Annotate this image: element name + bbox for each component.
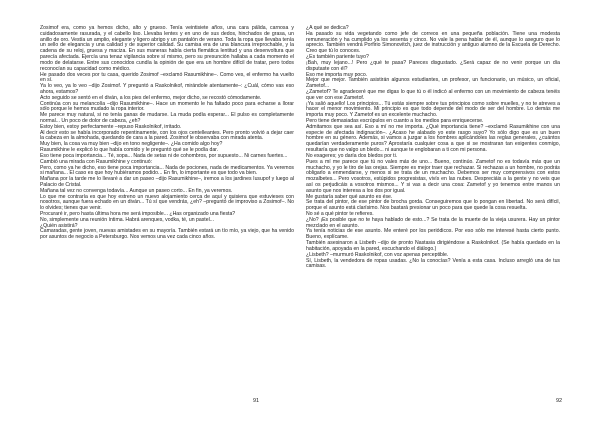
paragraph: Zosimof era, como ya hemos dicho, alto y grueso. Tenía veintisiete años, una cara pálida, carnosa y cuidadosamente rasurada, y el cabello liso. Llevaba lentes y en uno de sus dedos, hinchados de grasa, un anillo de oro. Vestía un amplio, elegante y ligero abrigo y un pantalón de verano. Toda la ropa que llevaba tenía un sello de elegancia y una calidad y de superior calidad. Su camisa era de una blancura irreprochable, y la cadena de su reloj, gruesa y maciza. En sus maneras había cierta flemática lentitud y una desenvoltura que parecía afectada. Ejercía una tenaz vigilancia sobre sí mismo, pero su presunción hallaba a cada momento el modo de delatarse. Entre sus conocidos cundía la opinión de que era un hombre difícil de tratar, pero todos reconocían su capacidad como médico.: [40, 25, 294, 72]
paragraph: No exageres; yo daría dos bledos por ti.: [306, 152, 398, 159]
paragraph: Me parece muy natural, si no tenía ganas de mudarse. La muda podía esperar... El pulso es completamente normal... Un poco de dolor de cabeza, ¿eh?: [40, 112, 294, 124]
right-page: [306, 26, 560, 414]
paragraph: Camaradas, gente joven, nuevas amistades en su mayoría. También estará un tío mío, ya viejo, que ha venido por asuntos de negocio a Petersburgo. Nos vemos una vez cada cinco años.: [40, 228, 294, 241]
paragraph: Ya lo veo, ya lo veo –dijo Zosimof. Y preguntó a Raskolnikof, mirándole atentamente–: ¿Cuál, cómo vas eso ahora, estamos?: [40, 83, 294, 95]
paragraph: Acto seguido se sentó en el diván, a los pies del enfermo, mejor dicho, se recostó cómodamente.: [40, 94, 262, 101]
paragraph: Pero, como ya he dicho, eso tiene poca importancia... Nada de pociones, nada de medicamentos. Ya veremos si mañana... El caso es que hoy hubiéramos podido... En fin, lo importante es que todo va bien.: [40, 164, 294, 177]
right-page-number: 92: [556, 398, 563, 404]
paragraph: No sé a qué pintor te refieres.: [306, 211, 374, 217]
paragraph: He pasado dos veces por tu casa, querido Zosimof –exclamó Rasumikhine–. Como ves, el enfermo ha vuelto en sí.: [40, 71, 294, 84]
paragraph: ¡Bah, muy lejano...! Pero ¿qué te pasa? Pareces disgustado. ¿Será capaz de no venir porque un día disputaste con él?: [306, 59, 560, 72]
paragraph: ¿Zametof? Te agradeceré que me digas lo que tú o él indicó al enfermo con un movimiento de cabeza tenéis que ver con ese Zametof.: [306, 88, 560, 101]
paragraph: Mañana tal vez no convenga todavía... Aunque un paseo corto... En fin, ya veremos.: [40, 187, 233, 194]
paragraph: Se trata del pintor, de ese pintor de brocha gorda. Conseguiremos que lo pongan en libertad. No será difícil, porque el asunto está clarísimo. Nos bastará presionar un poco para que quede la cosa resuelta.: [306, 199, 560, 212]
paragraph: Ya tenía noticias de ese asunto. Me enteré por los periódicos. Por eso sólo me interesé hasta cierto punto. Bueno, explícame.: [306, 228, 560, 241]
paragraph: Rasumikhine le explicó lo que había comido y le preguntó qué se le podía dar.: [40, 147, 219, 154]
paragraph: ¿Es también pariente tuyo?: [306, 54, 369, 61]
paragraph: Me gustaría saber qué asunto es ése.: [306, 193, 393, 200]
paragraph: Muy bien, la cosa va muy bien –dijo en tono negligente–. ¿Ha comido algo hoy?: [40, 141, 223, 148]
left-page-number: 91: [253, 398, 260, 404]
paragraph: Al decir esto se había incorporado repentinamente, con los ojos centelleantes. Pero pronto volvió a dejar caer la cabeza en la almohada, quedando de cara a la pared. Zosimof le observaba con mirada atenta.: [40, 129, 294, 142]
left-page: [40, 26, 294, 414]
paragraph: Eso tiene poca importancia... Té, sopa... Nada de setas ni de cohombros, por supuesto... Ni carnes fuertes...: [40, 152, 288, 159]
paragraph: Pero tiene demasiadas escrúpulos en cuanto a los medios para enriquecerse.: [306, 118, 484, 124]
paragraph: Ha pasado su vida vegetando como jefe de correos en una pequeña población. Tiene una modesta remuneración y ha cumplido ya los sesenta y cinco. No vale la pena hablar de él, aunque lo aseguro que lo aprecio. También vendrá Porfirio Simonovitch, juez de instrucción y antiguo alumno de la Escuela de Derecho. Creo que tú lo conoces.: [306, 30, 560, 55]
paragraph: También asesinaron a Lisbeth –dijo de pronto Nastasia dirigiéndose a Raskolnikof. (Se había quedado en la habitación, apoyada en la pared, escuchando el diálogo.): [306, 240, 560, 252]
paragraph: Pues a mí me parece que tú no vales más de uno... Bueno, continúo. Zametof no es todavía más que un muchacho, y yo le tiro de las orejas. Siempre es mejor traer que rechazar. Si rechazas a un hombre, no podrás obligarlo a enmendarse, y menos si se trata de un muchacho. Debemos ser muy comprensivos con estos mozalbetes... Pero vosotros, estúpidos progresistas, vivís en las nubes. Despreciáis a la gente y no veis que así os perjudicáis a vosotros mismos... Y si vas a decir una cosa: Zametof y yo tenemos entre manos un asunto que nos interesa a los dos por igual.: [306, 158, 560, 194]
paragraph: ¿Lisbeth? –murmuró Raskolnikof, con voz apenas perceptible.: [306, 251, 449, 258]
paragraph: Procuraré ir, pero hasta última hora me será imposible... ¿Has organizado una fiesta?: [40, 211, 236, 217]
paragraph: Admitamos que sea así. Eso a mí no me importa. ¿Qué importancia tiene? –exclamó Rasumikhine con una especie de afectada indignación–. ¿Acaso he alabado yo este rasgo suyo? Yo sólo digo que es un buen hombre en su género. Además, si vamos a juzgar a los hombres aplicándoles las reglas generales, ¿cuántos quedarían verdaderamente puros? Aprostaría cualquier cosa a que si se mostraran tan exigentes conmigo, resultaría que no valgo un bledo... ni aunque te englobaran a ti con mi persona.: [306, 123, 560, 154]
paragraph: ¿Quién asistirá?: [40, 222, 78, 229]
paragraph: Estoy bien, estoy perfectamente –repuso Raskolnikof, irritado.: [40, 123, 182, 130]
paragraph: Sí, Lisbeth, la vendedora de ropas usadas. ¿No la conocías? Venía a esta casa. Incluso arregló una de tus camisas.: [306, 257, 560, 270]
paragraph: ¿No? ¡Es posible que no te haya hablado de esto...? Se trata de la muerte de la vieja usurera. Hay un pintor mezclado en el asunto.: [306, 216, 560, 229]
paragraph: Lo que me contraría es que hoy estreno un nuevo alojamiento cerca de aquí y quisiera que estuvieses con nosotros, aunque fuera echado en un diván... Tú sí que vendrás, ¿eh? –preguntó de improviso a Zosimof–. No lo olvides; tienes que venir.: [40, 193, 294, 212]
paragraph: Mañana por la tarde me lo llevaré a dar un paseo –dijo Rasumikhine–, iremos a los jardines Iusupof y luego al Palacio de Cristal.: [40, 176, 294, 188]
paragraph: Mejor que mejor. También asistirán algunos estudiantes, un profesor, un funcionario, un músico, un oficial, Zametof...: [306, 77, 560, 90]
paragraph: No, simplemente una reunión íntima. Habrá arenques, vodka, té, un pastel...: [40, 216, 215, 223]
paragraph: Continúa con su melancolía –dijo Rasumikhine–. Hace un momento le ha faltado poco para echarse a llorar sólo porque le hemos mudado la ropa interior.: [40, 100, 294, 113]
paragraph: Eso me importa muy poco.: [306, 71, 368, 78]
paragraph: ¿A qué se dedica?: [306, 25, 349, 31]
paragraph: ¡Ya salió aquello! Los principios... Tú estás siempre sobre tus principios como sobre muelles, y no te atreves a hacer el menor movimiento. Mi principio es que todo depende del modo de ser del hombre. Lo demás me importa muy poco. Y Zametof es un excelente muchacho.: [306, 100, 560, 119]
paragraph: Cambió una mirada con Rasumikhine y continuó:: [40, 158, 153, 165]
